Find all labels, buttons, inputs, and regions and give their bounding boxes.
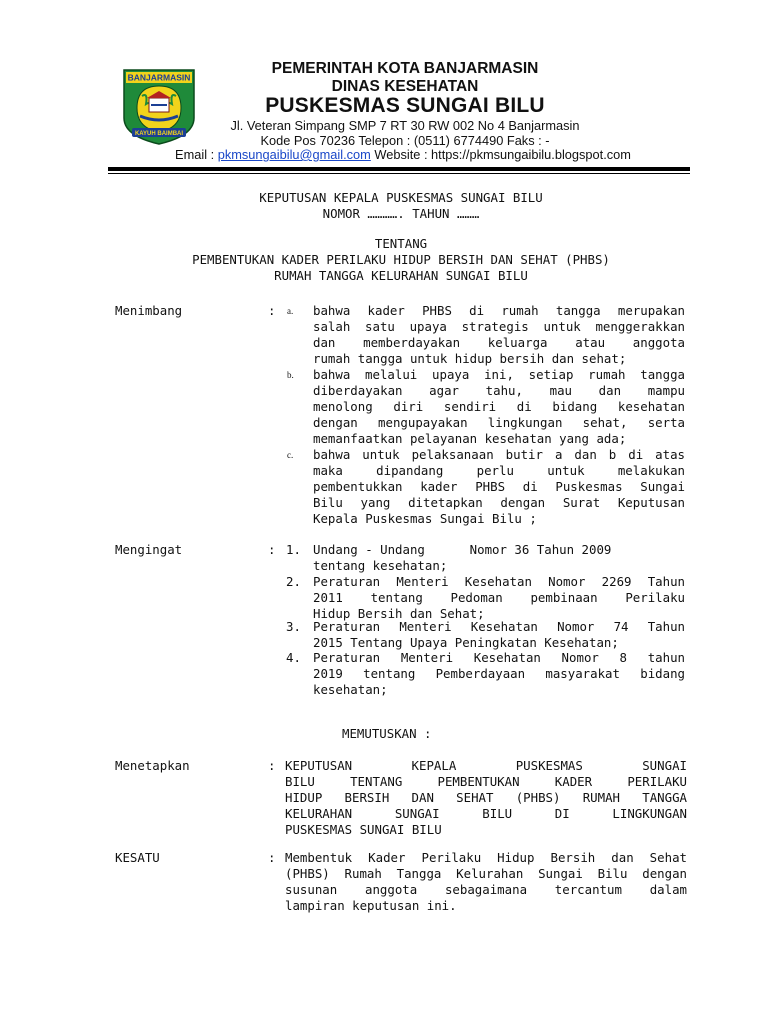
menimbang-colon: : bbox=[268, 303, 276, 318]
mengingat-label: Mengingat bbox=[115, 542, 183, 557]
text-line: bahwa melalui upaya ini, setiap rumah tangga bbox=[313, 367, 685, 382]
text-line: diberdayakan agar tahu, mau dan mampu bbox=[313, 383, 685, 398]
about-line-1: PEMBENTUKAN KADER PERILAKU HIDUP BERSIH DAN SEHAT (PHBS) bbox=[192, 252, 610, 267]
text-line: dengan mengupayakan lingkungan sehat, serta bbox=[313, 415, 685, 430]
text-line: Bilu yang ditetapkan dengan Surat Keputusan bbox=[313, 495, 685, 510]
text-line: bahwa untuk pelaksanaan butir a dan b di atas bbox=[313, 447, 685, 462]
text-line: lampiran keputusan ini. bbox=[285, 898, 457, 913]
email-link[interactable]: pkmsungaibilu@gmail.com bbox=[217, 147, 371, 162]
department-heading: DINAS KESEHATAN bbox=[331, 78, 479, 95]
menimbang-marker-c: c. bbox=[287, 450, 294, 460]
city-emblem-logo bbox=[118, 66, 200, 146]
menimbang-item-b bbox=[313, 367, 685, 447]
about-label: TENTANG bbox=[374, 236, 428, 251]
text-line: HIDUP BERSIH DAN SEHAT (PHBS) RUMAH TANGGA bbox=[285, 790, 687, 805]
decree-number: NOMOR …………. TAHUN ……… bbox=[322, 206, 480, 221]
mengingat-colon: : bbox=[268, 542, 276, 557]
text-line: Peraturan Menteri Kesehatan Nomor 2269 Tahun bbox=[313, 574, 685, 589]
text-line: susunan anggota sebagaimana tercantum dalam bbox=[285, 882, 687, 897]
text-line: kesehatan; bbox=[313, 682, 388, 697]
menimbang-item-a bbox=[313, 303, 685, 367]
text-line: KELURAHAN SUNGAI BILU DI LINGKUNGAN bbox=[285, 806, 687, 821]
text-line: maka dipandang perlu untuk melakukan bbox=[313, 463, 685, 478]
text-line: Membentuk Kader Perilaku Hidup Bersih dan Sehat bbox=[285, 850, 687, 865]
text-line: 2019 tentang Pemberdayaan masyarakat bidang bbox=[313, 666, 685, 681]
text-line: pembentukkan kader PHBS di Puskesmas Sungai bbox=[313, 479, 685, 494]
text-line: tentang kesehatan; bbox=[313, 558, 448, 573]
text-line: Peraturan Menteri Kesehatan Nomor 74 Tahun bbox=[313, 619, 685, 634]
menetapkan-text bbox=[285, 758, 687, 838]
menetapkan-colon: : bbox=[268, 758, 276, 773]
about-line-2: RUMAH TANGGA KELURAHAN SUNGAI BILU bbox=[274, 268, 528, 283]
text-line: KEPUTUSAN KEPALA PUSKESMAS SUNGAI bbox=[285, 758, 687, 773]
memutuskan-heading: MEMUTUSKAN : bbox=[342, 726, 432, 741]
text-line: menolong diri sendiri di bidang kesehatan bbox=[313, 399, 685, 414]
text-line: memanfaatkan pelayanan kesehatan yang ada; bbox=[313, 431, 627, 446]
text-line: 2015 Tentang Upaya Peningkatan Kesehatan; bbox=[313, 635, 619, 650]
text-line: 2011 tentang Pedoman pembinaan Perilaku bbox=[313, 590, 685, 605]
menimbang-label: Menimbang bbox=[115, 303, 183, 318]
text-line: dan memberdayakan keluarga atau anggota bbox=[313, 335, 685, 350]
government-heading: PEMERINTAH KOTA BANJARMASIN bbox=[271, 60, 539, 77]
mengingat-number-4: 4. bbox=[286, 650, 301, 665]
logo-text-bottom: KAYUH BAIMBAI bbox=[134, 131, 184, 137]
menimbang-item-c bbox=[313, 447, 685, 527]
text-line: Kepala Puskesmas Sungai Bilu ; bbox=[313, 511, 537, 526]
mengingat-number-1: 1. bbox=[286, 542, 301, 557]
text-line: Undang - Undang Nomor 36 Tahun 2009 bbox=[313, 542, 612, 557]
mengingat-item-3 bbox=[313, 619, 685, 651]
email-label: Email : bbox=[175, 147, 215, 162]
address-line: Jl. Veteran Simpang SMP 7 RT 30 RW 002 No 4 Banjarmasin bbox=[230, 118, 580, 133]
mengingat-number-3: 3. bbox=[286, 619, 301, 634]
mengingat-item-2 bbox=[313, 574, 685, 622]
institution-heading: PUSKESMAS SUNGAI BILU bbox=[265, 94, 545, 117]
text-line: bahwa kader PHBS di rumah tangga merupakan bbox=[313, 303, 685, 318]
letterhead-rule-thin bbox=[108, 173, 690, 174]
text-line: rumah tangga untuk hidup bersih dan sehat; bbox=[313, 351, 627, 366]
text-line: Peraturan Menteri Kesehatan Nomor 8 tahun bbox=[313, 650, 685, 665]
contact-line bbox=[108, 147, 698, 162]
menimbang-marker-b: b. bbox=[287, 370, 294, 380]
kesatu-text bbox=[285, 850, 687, 914]
website-text: Website : https://pkmsungaibilu.blogspot.com bbox=[374, 147, 631, 162]
kesatu-colon: : bbox=[268, 850, 276, 865]
menimbang-marker-a: a. bbox=[287, 306, 294, 316]
text-line: BILU TENTANG PEMBENTUKAN KADER PERILAKU bbox=[285, 774, 687, 789]
text-line: (PHBS) Rumah Tangga Kelurahan Sungai Bilu dengan bbox=[285, 866, 687, 881]
postal-phone-line: Kode Pos 70236 Telepon : (0511) 6774490 Faks : - bbox=[260, 133, 550, 148]
logo-text-top: BANJARMASIN bbox=[127, 72, 191, 83]
text-line: PUSKESMAS SUNGAI BILU bbox=[285, 822, 442, 837]
text-line: Hidup Bersih dan Sehat; bbox=[313, 606, 485, 621]
letterhead-rule-thick bbox=[108, 167, 690, 171]
menetapkan-label: Menetapkan bbox=[115, 758, 190, 773]
mengingat-number-2: 2. bbox=[286, 574, 301, 589]
mengingat-item-1 bbox=[313, 542, 685, 574]
decree-title: KEPUTUSAN KEPALA PUSKESMAS SUNGAI BILU bbox=[259, 190, 543, 205]
mengingat-item-4 bbox=[313, 650, 685, 698]
text-line: salah satu upaya strategis untuk menggerakkan bbox=[313, 319, 685, 334]
kesatu-label: KESATU bbox=[115, 850, 160, 865]
